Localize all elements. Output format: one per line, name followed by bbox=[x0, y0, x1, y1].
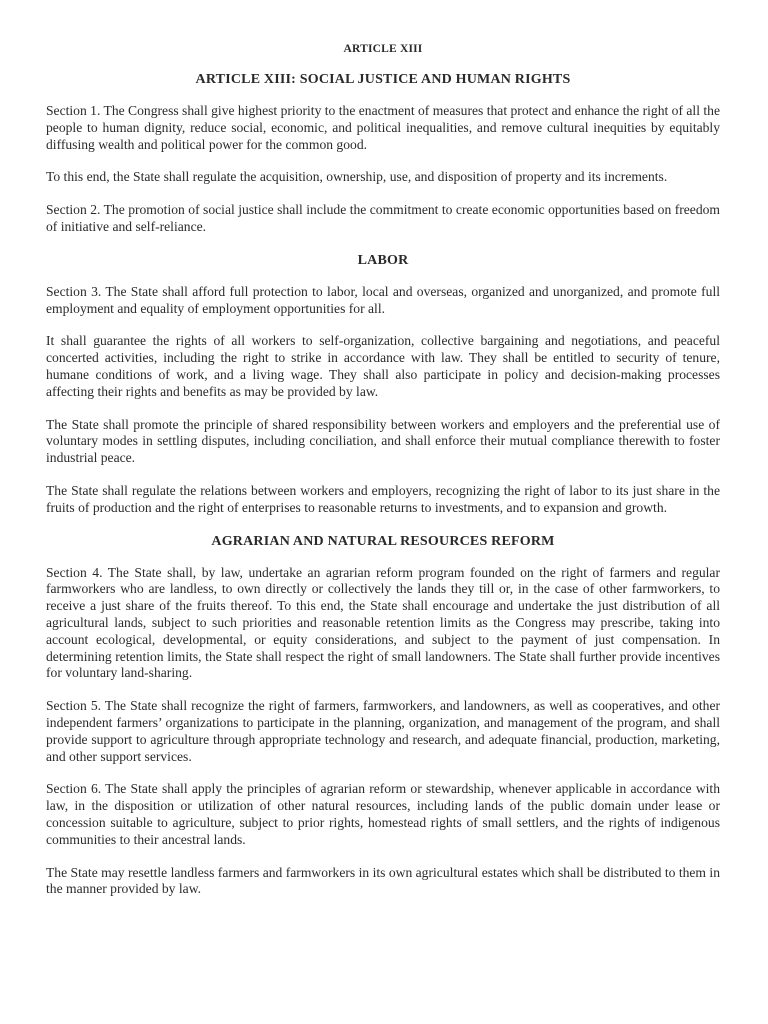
agrarian-heading: AGRARIAN AND NATURAL RESOURCES REFORM bbox=[211, 533, 555, 549]
labor-shared-responsibility-paragraph: The State shall promote the principle of shared responsibility between workers and employers and the preferential use of voluntary modes in settling disputes, including conciliation, and shall enforce their mutual compliance therewith to foster industrial peace. bbox=[46, 416, 720, 466]
section-5-paragraph: Section 5. The State shall recognize the right of farmers, farmworkers, and landowners, as well as cooperatives, and other independent farmers’ organizations to participate in the planning, organization, and management of the program, and shall provide support to agriculture through appropriate technology and research, and adequate financial, production, marketing, and other support services. bbox=[46, 698, 720, 764]
document-page bbox=[46, 41, 720, 914]
labor-relations-paragraph: The State shall regulate the relations between workers and employers, recognizing the right of labor to its just share in the fruits of production and the right of enterprises to reasonable returns to investments, and to expansion and growth. bbox=[46, 482, 720, 515]
section-1-continuation-paragraph: To this end, the State shall regulate the acquisition, ownership, use, and disposition of property and its increments. bbox=[46, 169, 668, 185]
section-1-paragraph: Section 1. The Congress shall give highest priority to the enactment of measures that protect and enhance the right of all the people to human dignity, reduce social, economic, and political inequalities, and remove cultural inequities by equitably diffusing wealth and political power for the common good. bbox=[46, 103, 720, 152]
article-title: ARTICLE XIII: SOCIAL JUSTICE AND HUMAN RIGHTS bbox=[195, 72, 571, 87]
labor-workers-rights-paragraph: It shall guarantee the rights of all workers to self-organization, collective bargaining and negotiations, and peaceful concerted activities, including the right to strike in accordance with law. They shall be entitled to security of tenure, humane conditions of work, and a living wage. They shall also participate in policy and decision-making processes affecting their rights and benefits as may be provided by law. bbox=[46, 333, 720, 399]
resettlement-paragraph: The State may resettle landless farmers and farmworkers in its own agricultural estates which shall be distributed to them in the manner provided by law. bbox=[46, 864, 720, 897]
section-2-paragraph: Section 2. The promotion of social justice shall include the commitment to create economic opportunities based on freedom of initiative and self-reliance. bbox=[46, 202, 720, 234]
section-3-paragraph: Section 3. The State shall afford full protection to labor, local and overseas, organized and unorganized, and promote full employment and equality of employment opportunities for all. bbox=[46, 283, 720, 316]
labor-heading: LABOR bbox=[357, 252, 409, 268]
section-6-paragraph: Section 6. The State shall apply the principles of agrarian reform or stewardship, whenever applicable in accordance with law, in the disposition or utilization of other natural resources, including lands of the public domain under lease or concession suitable to agriculture, subject to prior rights, homestead rights of small settlers, and the rights of indigenous communities to their ancestral lands. bbox=[46, 781, 720, 847]
article-label: ARTICLE XIII bbox=[343, 43, 423, 55]
section-4-paragraph: Section 4. The State shall, by law, undertake an agrarian reform program founded on the right of farmers and regular farmworkers who are landless, to own directly or collectively the lands they till or, in the case of other farmworkers, to receive a just share of the fruits thereof. To this end, the State shall encourage and undertake the just distribution of all agricultural lands, subject to such priorities and reasonable retention limits as the Congress may prescribe, taking into account ecological, developmental, or equity considerations, and subject to the payment of just compensation. In determining retention limits, the State shall respect the right of small landowners. The State shall further provide incentives for voluntary land-sharing. bbox=[46, 564, 720, 681]
